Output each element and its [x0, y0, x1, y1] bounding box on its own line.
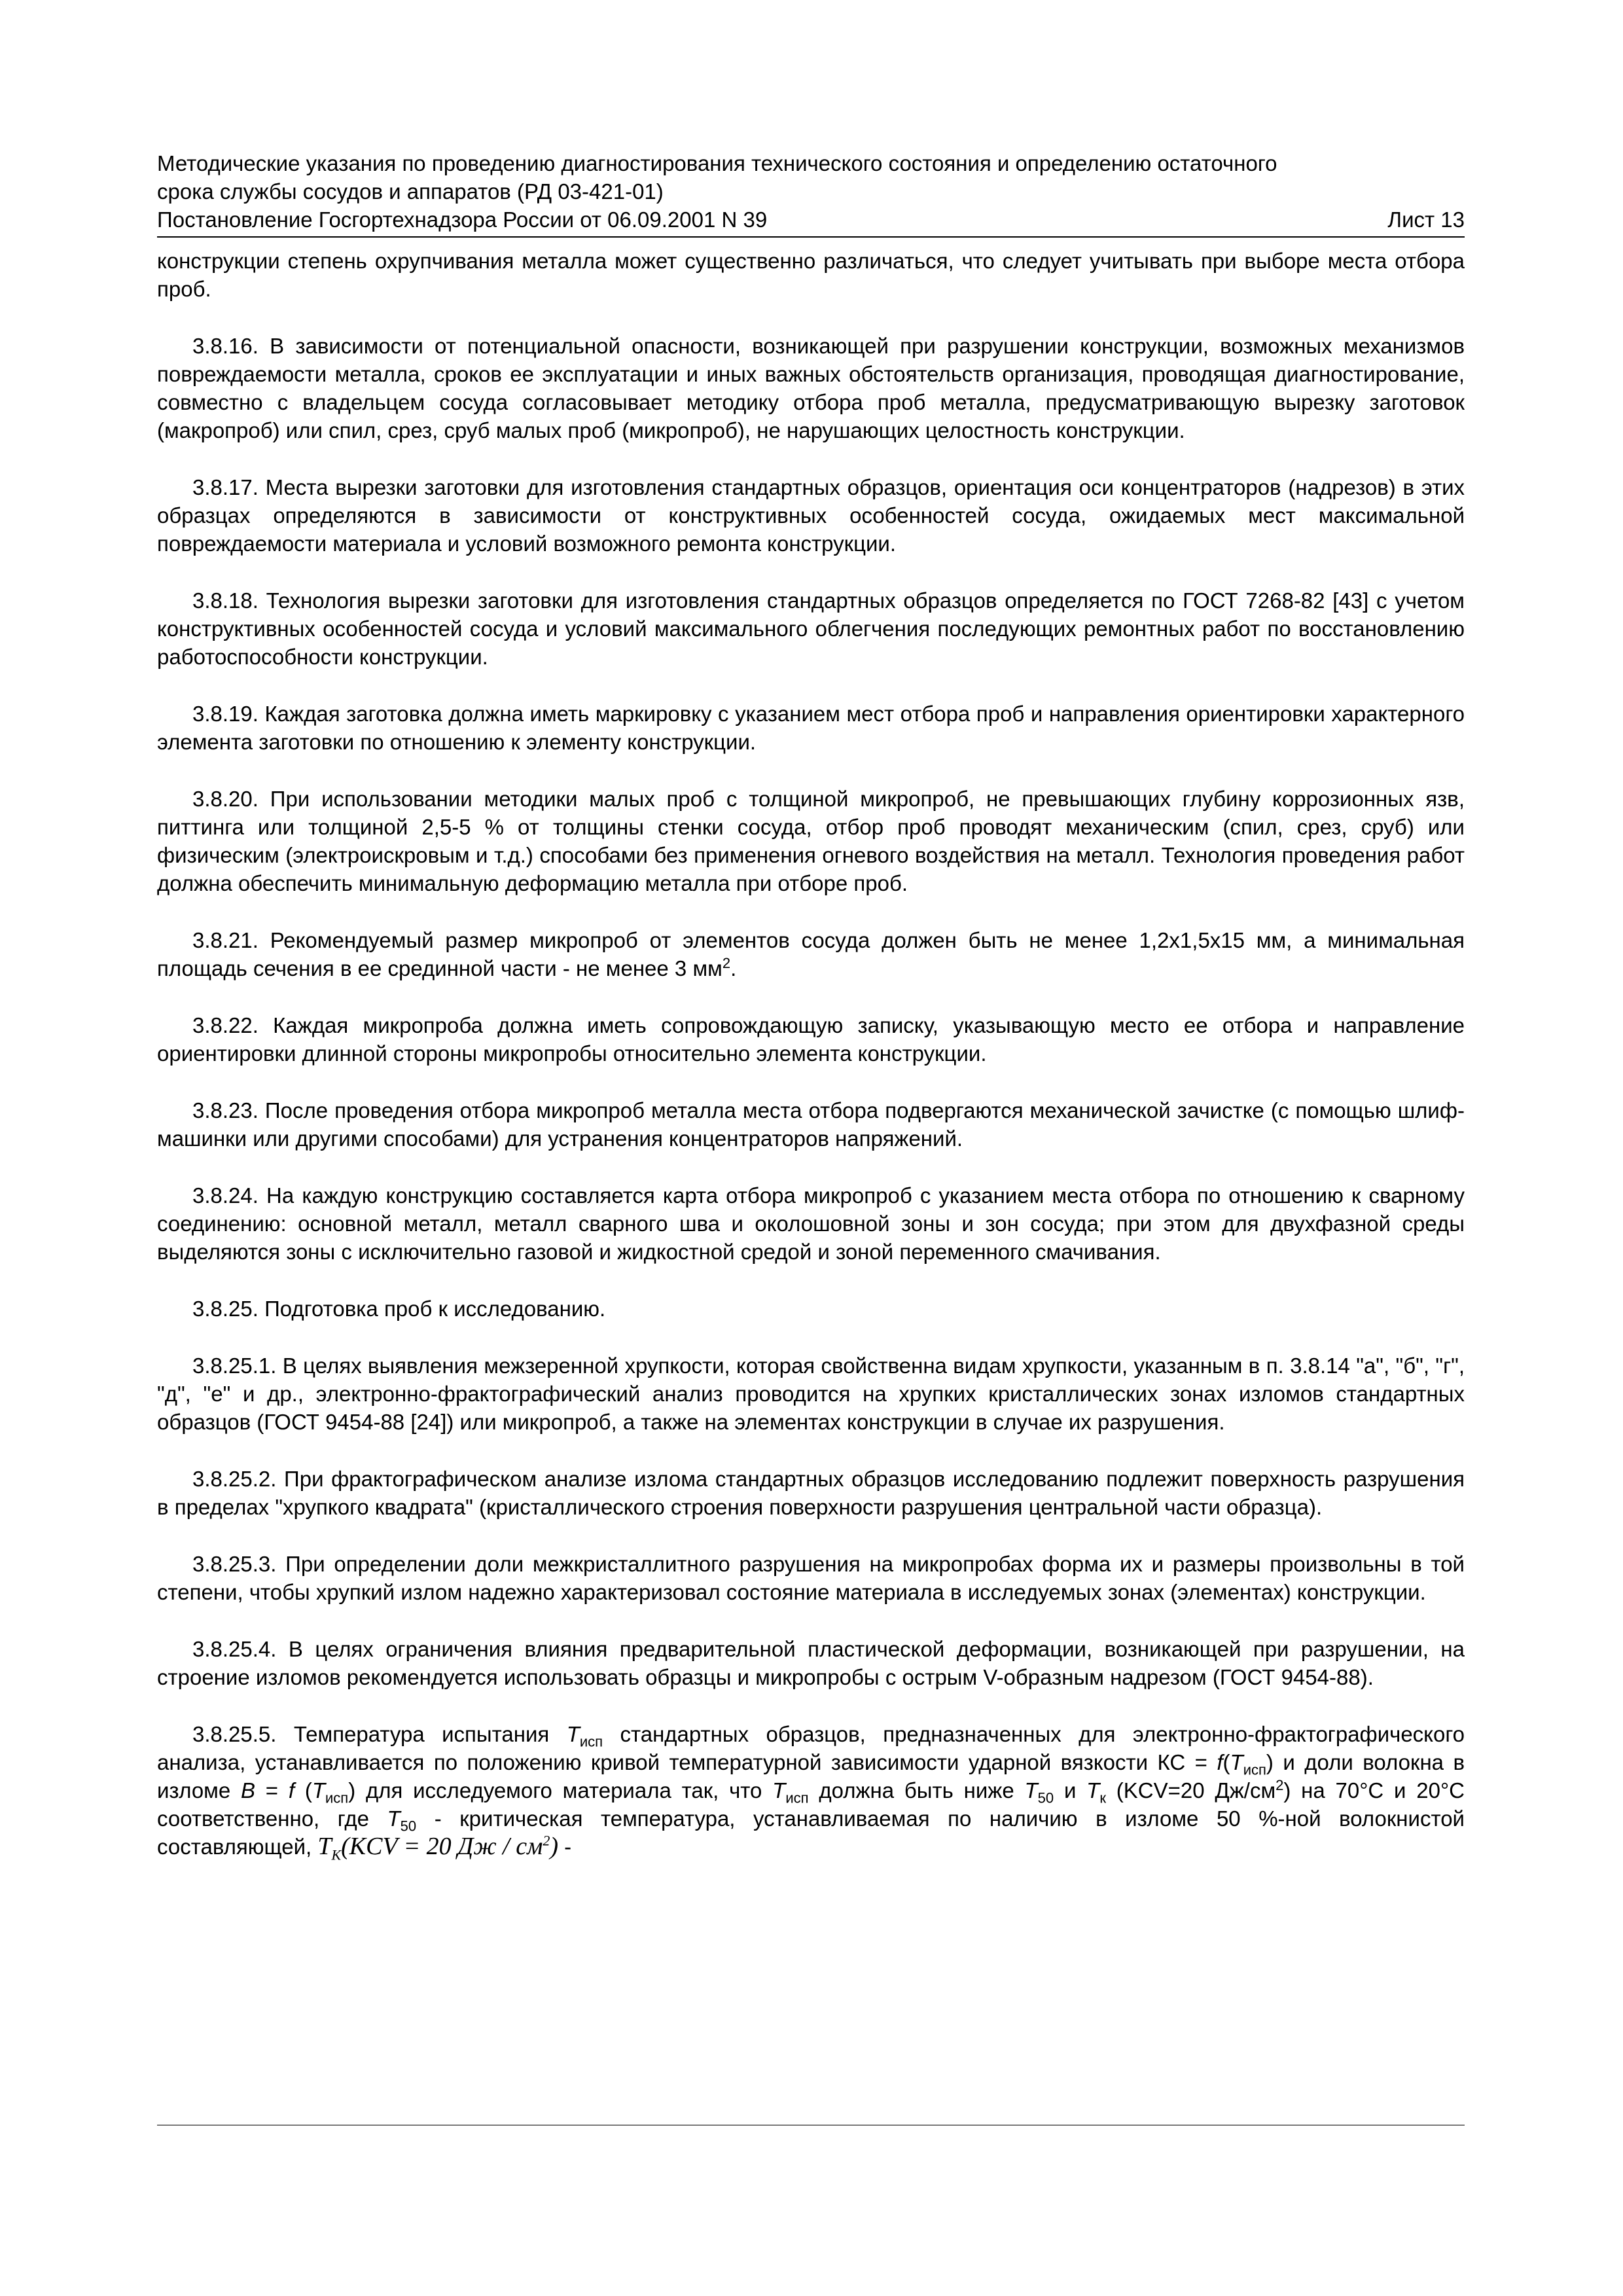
p255-k: к — [1099, 1789, 1106, 1806]
p255-f2: f — [288, 1778, 295, 1803]
p255-kcv: (KCV=20 Дж/см — [1105, 1778, 1276, 1803]
p255-T2: T — [1230, 1750, 1243, 1774]
p255-l: ) на 70°C и 20°C соответственно, где — [157, 1778, 1465, 1831]
document-page — [157, 149, 1465, 1890]
header-sheet-number: Лист 13 — [1387, 207, 1465, 232]
paragraph-continuation: конструкции степень охрупчивания металла может существенно различаться, что следует учитывать при выборе места отбора проб. — [157, 249, 1465, 301]
p255-a: 3.8.25.5. Температура испытания — [192, 1722, 567, 1746]
paragraph-3-8-20: 3.8.20. При использовании методики малых проб с толщиной микропроб, не превышающих глубину коррозионных язв, питтинга или толщиной 2,5-5 % от толщины стенки сосуда, отбор проб проводят механическим (спил, срез, сруб) или физическим (электроискровым и т.д.) способами без применения огневого воздействия на металл. Технология проведения работ должна обеспечить минимальную деформацию металла при отборе проб. — [157, 787, 1465, 895]
p255-isp4: исп — [785, 1789, 809, 1806]
paragraph-3-8-17: 3.8.17. Места вырезки заготовки для изготовления стандартных образцов, ориентация оси концентраторов (надрезов) в этих образцах определяются в зависимости от конструктивных особенностей сосуда, ожидаемых мест максимальной повреждаемости материала и условий возможного ремонта конструкции. — [157, 475, 1465, 556]
page-header — [157, 149, 1465, 238]
paragraph-3-8-18: 3.8.18. Технология вырезки заготовки для изготовления стандартных образцов определяется по ГОСТ 7268-82 [43] с учетом конструктивных особенностей сосуда и условий максимального облегчения последующих ремонтных работ по восстановлению работоспособности конструкции. — [157, 588, 1465, 669]
paragraph-3-8-25-5 — [157, 1720, 1465, 1861]
paragraph-3-8-24: 3.8.24. На каждую конструкцию составляется карта отбора микропроб с указанием места отбора по отношению к сварному соединению: основной металл, металл сварного шва и околошовной зоны и зон сосуда; при этом для двухфазной среды выделяются зоны с исключительно газовой и жидкостной средой и зоной переменного смачивания. — [157, 1183, 1465, 1264]
p255-d: ) и доли волокна в изломе — [157, 1750, 1465, 1803]
paragraph-3-8-23: 3.8.23. После проведения отбора микропроб металла места отбора подвергаются механической зачистке (с помощью шлиф-машинки или другими способами) для устранения концентраторов напряжений. — [157, 1098, 1465, 1151]
p255-B: B — [241, 1778, 256, 1803]
p255-i: должна быть ниже — [808, 1778, 1025, 1803]
paragraph-3-8-25-4: 3.8.25.4. В целях ограничения влияния предварительной пластической деформации, возникающей при разрушении, на строение изломов рекомендуется использовать образцы и микропробы с острым V-образным надрезом (ГОСТ 9454-88). — [157, 1637, 1465, 1689]
paragraph-3-8-25-2: 3.8.25.2. При фрактографическом анализе излома стандартных образцов исследованию подлежит поверхность разрушения в пределах "хрупкого квадрата" (кристаллического строения поверхности разрушения центральной части образца). — [157, 1467, 1465, 1519]
p255-isp2: исп — [1243, 1761, 1266, 1778]
p255-j: и — [1054, 1778, 1087, 1803]
p255-n: - — [558, 1835, 572, 1859]
p255-T4: T — [772, 1778, 786, 1803]
paragraph-3-8-22: 3.8.22. Каждая микропроба должна иметь сопровождающую записку, указывающую место ее отбора и направление ориентировки длинной стороны микропробы относительно элемента конструкции. — [157, 1013, 1465, 1066]
paragraph-3-8-16: 3.8.16. В зависимости от потенциальной опасности, возникающей при разрушении конструкции, возможных механизмов повреждаемости металла, сроков ее эксплуатации и иных важных обстоятельств организация, проводящая диагностирование, совместно с владельцем сосуда согласовывает методику отбора проб металла, предусматривающую вырезку заготовок (макропроб) или спил, срез, сруб малых проб (микропроб), не нарушающих целостность конструкции. — [157, 334, 1465, 442]
header-title-line2: срока службы сосудов и аппаратов (РД 03-421-01) — [157, 179, 664, 204]
formula-T: T — [317, 1833, 332, 1860]
p255-s50a: 50 — [1037, 1789, 1054, 1806]
header-decree: Постановление Госгортехнадзора России от 06.09.2001 N 39 — [157, 207, 768, 232]
formula-tk-kcv — [317, 1832, 558, 1863]
p255-T6: T — [1086, 1778, 1100, 1803]
document-body — [157, 247, 1465, 1861]
paragraph-3-8-21 — [157, 926, 1465, 982]
p255-m: - критическая температура, устанавливаемая по наличию в изломе 50 %-ной волокнистой составляющей, — [157, 1806, 1465, 1859]
p255-s50b: 50 — [400, 1818, 417, 1835]
p255-isp3: исп — [325, 1789, 349, 1806]
p255-b: стандартных образцов, предназначенных для электронно-фрактографического анализа, устанавливается по положению кривой температурной зависимости ударной вязкости КС = — [157, 1722, 1465, 1774]
p255-f1: f — [1217, 1750, 1223, 1774]
formula-body: (KCV = 20 Дж / см — [341, 1833, 543, 1860]
paragraph-3-8-25-3: 3.8.25.3. При определении доли межкристаллитного разрушения на микропробах форма их и размеры произвольны в той степени, чтобы хрупкий излом надежно характеризовал состояние материала в исследуемых зонах (элементах) конструкции. — [157, 1552, 1465, 1604]
paragraph-3-8-25-1: 3.8.25.1. В целях выявления межзеренной хрупкости, которая свойственна видам хрупкости, указанным в п. 3.8.14 "а", "б", "г", "д", "е" и др., электронно-фрактографический анализ проводится на хрупких кристаллических зонах изломов стандартных образцов (ГОСТ 9454-88 [24]) или микропроб, а также на элементах конструкции в случае их разрушения. — [157, 1354, 1465, 1434]
formula-sup: 2 — [543, 1832, 550, 1849]
p21-sup: 2 — [722, 955, 731, 971]
p255-h: ) для исследуемого материала так, что — [348, 1778, 773, 1803]
p21-text: 3.8.21. Рекомендуемый размер микропроб от элементов сосуда должен быть не менее 1,2x1,5x15 мм, а минимальная площадь сечения в ее срединной части - не менее 3 мм — [157, 928, 1465, 980]
p255-T5: T — [1024, 1778, 1038, 1803]
formula-sub: К — [331, 1846, 342, 1863]
p255-T7: T — [387, 1806, 401, 1831]
paragraph-3-8-25: 3.8.25. Подготовка проб к исследованию. — [192, 1297, 606, 1321]
p255-T1: T — [566, 1722, 580, 1746]
formula-end: ) — [550, 1833, 558, 1860]
p255-T3: T — [312, 1778, 325, 1803]
p255-isp1: исп — [579, 1733, 603, 1750]
header-title-line1: Методические указания по проведению диагностирования технического состояния и определению остаточного — [157, 151, 1277, 175]
header-row — [157, 206, 1465, 234]
p21-end: . — [730, 956, 737, 980]
p255-g: ( — [294, 1778, 312, 1803]
p255-sq: 2 — [1275, 1777, 1284, 1793]
footer-rule — [157, 2125, 1465, 2126]
p255-e: = — [255, 1778, 289, 1803]
p255-c: ( — [1222, 1750, 1230, 1774]
header-rule — [157, 236, 1465, 238]
paragraph-3-8-19: 3.8.19. Каждая заготовка должна иметь маркировку с указанием мест отбора проб и направления ориентировки характерного элемента заготовки по отношению к элементу конструкции. — [157, 702, 1465, 754]
